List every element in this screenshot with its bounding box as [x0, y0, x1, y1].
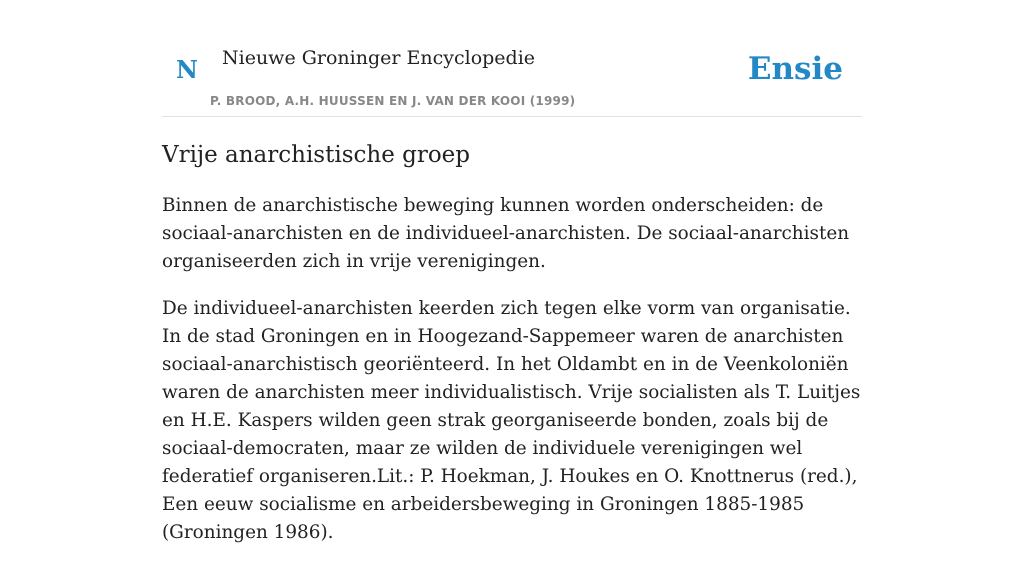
page	[162, 0, 862, 543]
publication-title[interactable]: Nieuwe Groninger Encyclopedie	[222, 47, 536, 69]
entry-body	[162, 192, 862, 566]
publication-logo[interactable]: N	[176, 55, 198, 84]
entry-title: Vrije anarchistische groep	[162, 142, 471, 168]
entry-paragraph: De individueel-anarchisten keerden zich tegen elke vorm van organisatie. In de stad Groningen en in Hoogezand-Sappemeer waren de anarchisten sociaal-anarchistisch georiënteerd. In het Oldambt en in de Veenkoloniën waren de anarchisten meer individualistisch. Vrije socialisten als T. Luitjes en H.E. Kaspers wilden geen strak georganiseerde bonden, zoals bij de sociaal-democraten, maar ze wilden de individuele verenigingen wel federatief organiseren.Lit.: P. Hoekman, J. Houkes en O. Knottnerus (red.), Een eeuw socialisme en arbeidersbeweging in Groningen 1885-1985 (Groningen 1986).	[162, 298, 861, 543]
entry-paragraph: Binnen de anarchistische beweging kunnen worden onderscheiden: de sociaal-anarchisten en de individueel-anarchisten. De sociaal-anarchisten organiseerden zich in vrije verenigingen.	[162, 195, 850, 272]
ensie-logo[interactable]: Ensie	[747, 51, 843, 87]
publication-authors: P. BROOD, A.H. HUUSSEN EN J. VAN DER KOOI (1999)	[210, 94, 576, 108]
publication-header	[162, 0, 862, 117]
